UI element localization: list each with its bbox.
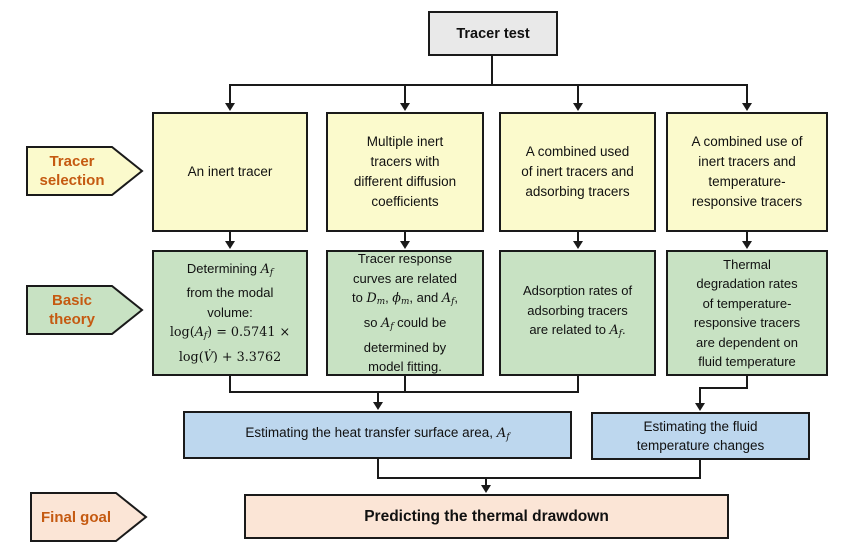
surface-area-estimation-box: Estimating the heat transfer surface area, Af <box>183 411 572 459</box>
basic-theory-label <box>26 285 144 335</box>
basic-theory-label-text: Basic theory <box>49 292 95 328</box>
inert-adsorbing-tracers-box: A combined used of inert tracers and adsorbing tracers <box>499 112 656 232</box>
tracer-selection-label-text: Tracer selection <box>39 153 105 189</box>
modal-volume-theory-box: Determining Af from the modal volume: log(Af) = 0.5741 × log(V̇) + 3.3762 <box>152 250 308 376</box>
inert-tracer-box: An inert tracer <box>152 112 308 232</box>
temperature-change-estimation-box: Estimating the fluid temperature changes <box>591 412 810 460</box>
final-goal-label <box>30 492 148 542</box>
thermal-drawdown-box: Predicting the thermal drawdown <box>244 494 729 539</box>
tracer-selection-label <box>26 146 144 196</box>
tracer-test-box <box>428 11 558 56</box>
final-goal-label-text: Final goal <box>40 508 111 526</box>
tracer-test-label: Tracer test <box>456 25 530 42</box>
thermal-degradation-theory-box: Thermal degradation rates of temperature- responsive tracers are dependent on fluid temperature <box>666 250 828 376</box>
model-fitting-theory-box: Tracer response curves are related to Dm, ϕm, and Af, so Af could be determined by model fitting. <box>326 250 484 376</box>
adsorption-rates-theory-box: Adsorption rates of adsorbing tracers are related to Af. <box>499 250 656 376</box>
inert-temperature-tracers-box: A combined use of inert tracers and temperature- responsive tracers <box>666 112 828 232</box>
multiple-inert-tracers-box: Multiple inert tracers with different diffusion coefficients <box>326 112 484 232</box>
